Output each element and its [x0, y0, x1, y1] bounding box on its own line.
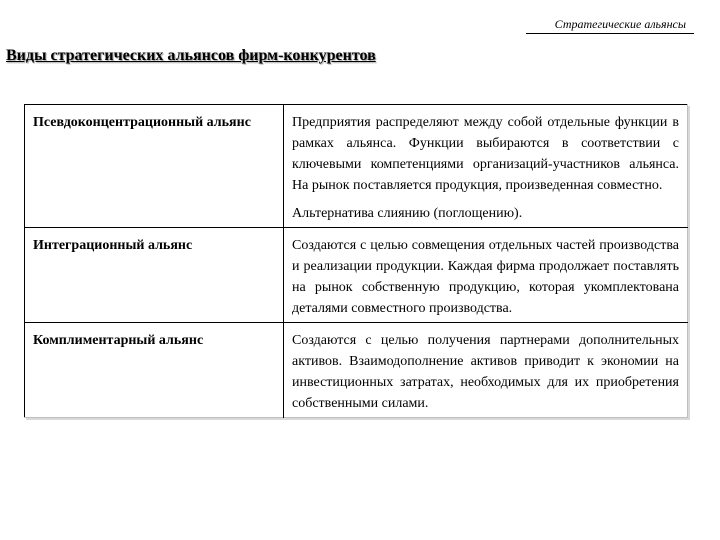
alliance-description-cell	[284, 105, 688, 228]
table-row-pseudo-concentration	[25, 105, 688, 228]
alliance-description-note: Альтернатива слиянию (поглощению).	[292, 206, 523, 221]
alliance-type-cell: Псевдоконцентрационный альянс	[25, 105, 284, 228]
alliance-description: Предприятия распределяют между собой отдельные функции в рамках альянса. Функции выбираются в соответствии с ключевыми компетенциями организаций-участников альянса. На рынок поставляется продукция, произведенная совместно.	[292, 115, 679, 193]
table-row-integration	[25, 228, 688, 323]
running-header-rule	[526, 33, 694, 34]
running-header-text: Стратегические альянсы	[554, 17, 686, 31]
alliance-description-cell: Создаются с целью совмещения отдельных частей производства и реализации продукции. Каждая фирма продолжает поставлять на рынок собственную продукцию, которая укомплектована деталями совместного производства.	[284, 228, 688, 323]
running-header	[0, 0, 720, 40]
alliance-type-cell: Комплиментарный альянс	[25, 323, 284, 418]
alliance-description-cell: Создаются с целью получения партнерами дополнительных активов. Взаимодополнение активов приводит к экономии на инвестиционных затратах, необходимых для их приобретения собственными силами.	[284, 323, 688, 418]
alliance-types-table	[24, 104, 688, 418]
alliance-type-cell: Интеграционный альянс	[25, 228, 284, 323]
slide-title: Виды стратегических альянсов фирм-конкурентов	[6, 47, 376, 64]
table-row-complementary	[25, 323, 688, 418]
